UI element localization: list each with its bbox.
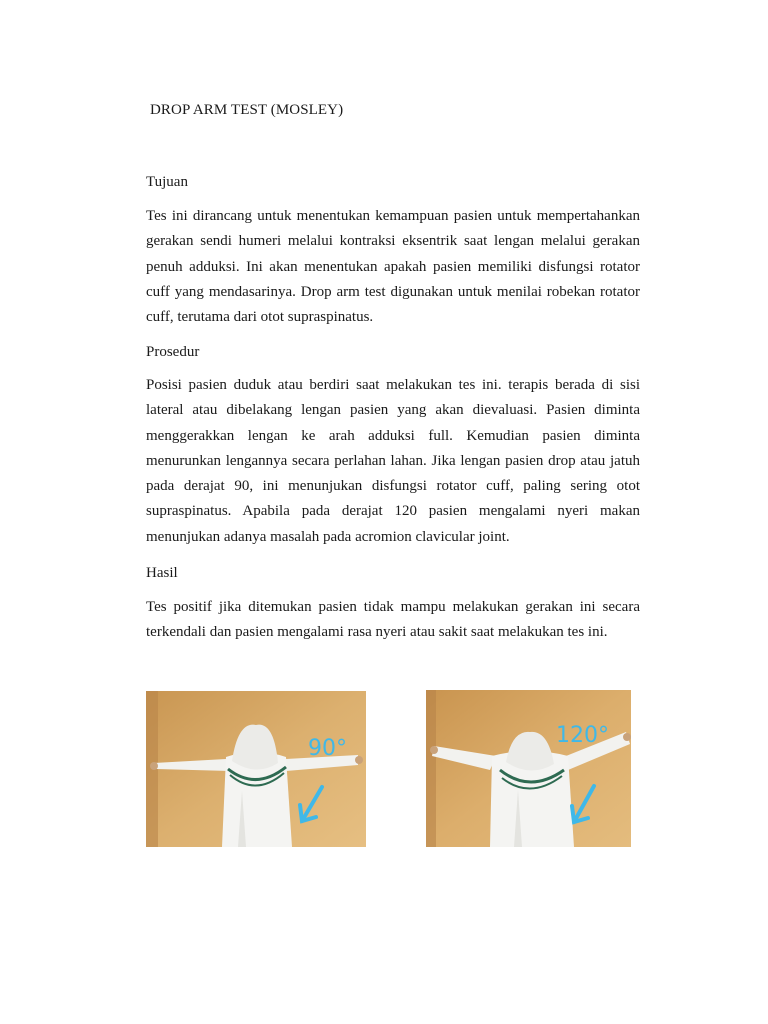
section-heading-prosedur: Prosedur bbox=[146, 344, 200, 360]
section-heading-hasil: Hasil bbox=[146, 565, 178, 581]
section-heading-tujuan: Tujuan bbox=[146, 174, 188, 190]
photo-120-degrees bbox=[426, 690, 631, 847]
photo-90-degrees bbox=[146, 691, 366, 847]
section-text-tujuan: Tes ini dirancang untuk menentukan kemampuan pasien untuk mempertahankan gerakan sendi humeri melalui kontraksi eksentrik saat lengan melalui gerakan penuh adduksi. Ini akan menentukan apakah pasien memiliki disfungsi rotator cuff yang mendasarinya. Drop arm test digunakan untuk menilai robekan rotator cuff, terutama dari otot supraspinatus. bbox=[146, 208, 640, 326]
section-text-prosedur: Posisi pasien duduk atau berdiri saat melakukan tes ini. terapis berada di sisi lateral atau dibelakang lengan pasien yang akan dievaluasi. Pasien diminta menggerakkan lengan ke arah adduksi full. Kemudian pasien diminta menurunkan lengannya secara perlahan lahan. Jika lengan pasien drop atau jatuh pada derajat 90, ini menunjukan disfungsi rotator cuff, paling sering otot supraspinatus. Apabila pada derajat 120 pasien mengalami nyeri makan menunjukan adanya masalah pada acromion clavicular joint. bbox=[146, 377, 640, 545]
section-text-hasil: Tes positif jika ditemukan pasien tidak mampu melakukan gerakan ini secara terkendali dan pasien mengalami rasa nyeri atau sakit saat melakukan tes ini. bbox=[146, 599, 640, 641]
angle-label-90: 90° bbox=[308, 736, 347, 761]
angle-label-120: 120° bbox=[556, 723, 609, 748]
document-title: DROP ARM TEST (MOSLEY) bbox=[150, 102, 344, 118]
